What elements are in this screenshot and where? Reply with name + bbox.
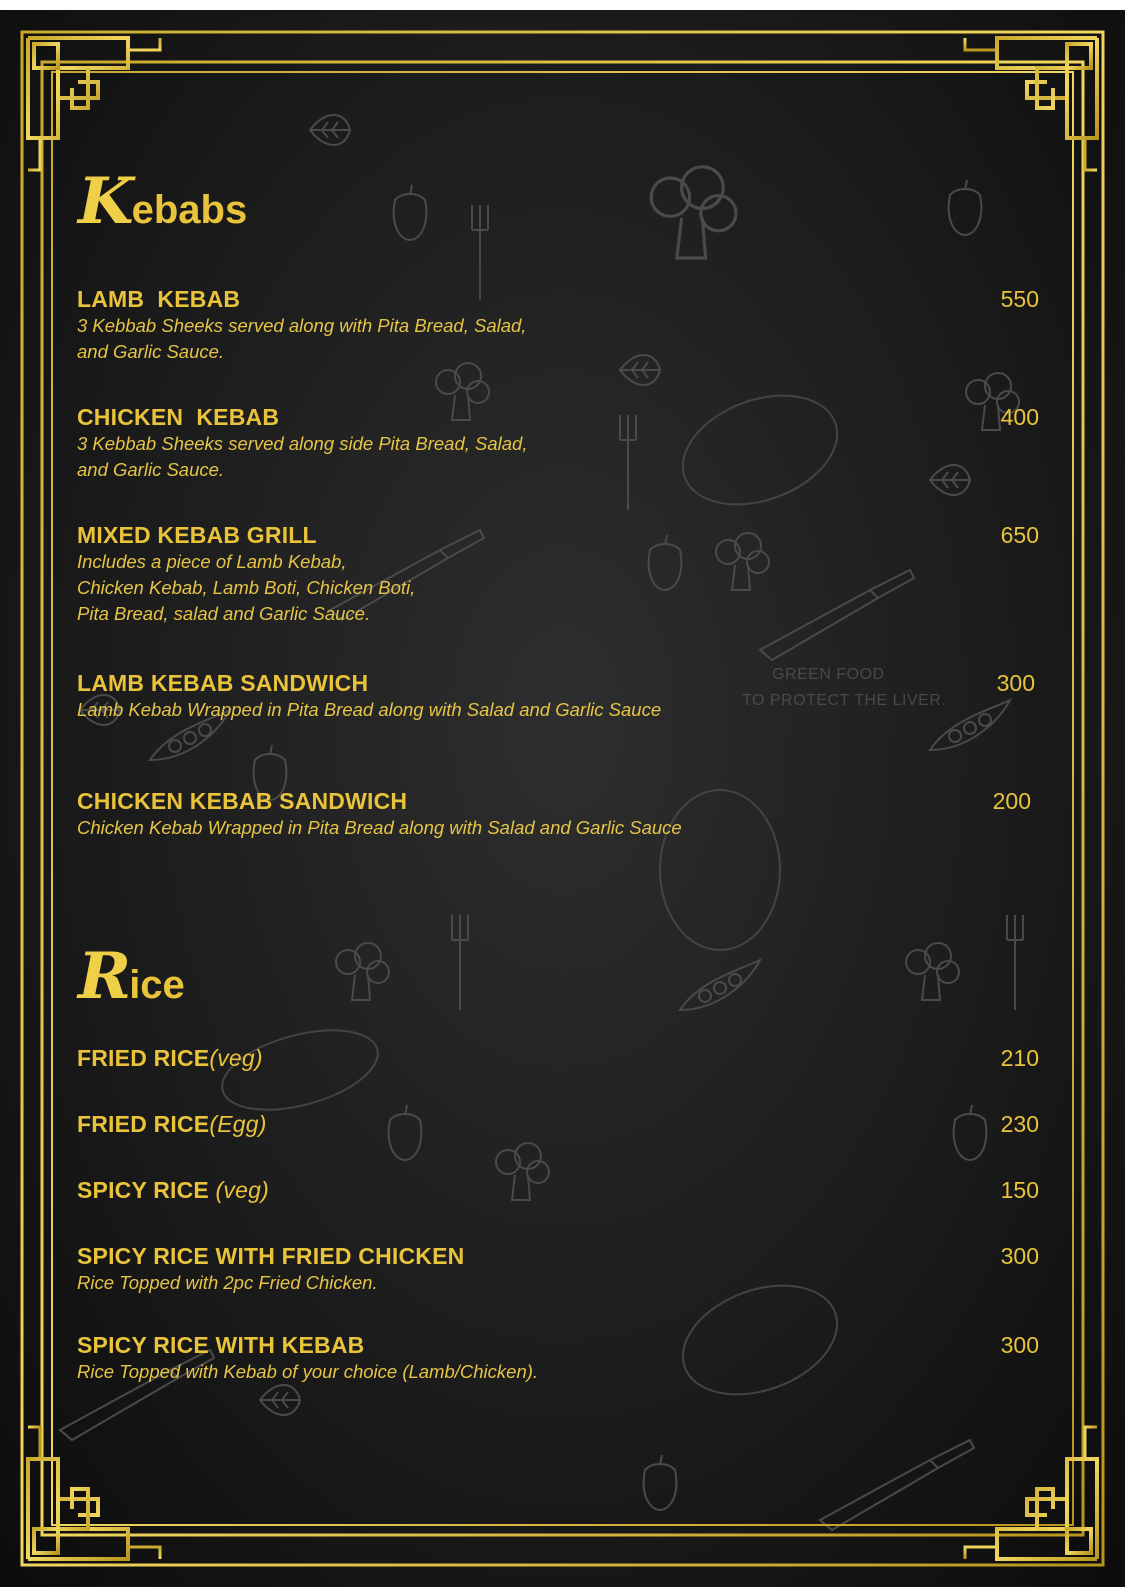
item-description-line: Rice Topped with Kebab of your choice (Lamb/Chicken). [77,1361,539,1382]
item-name: LAMB KEBAB [77,286,241,312]
item-price: 150 [1000,1177,1039,1203]
item-name-main: FRIED RICE [77,1111,210,1137]
section-title-rest: ebabs [131,188,248,232]
item-name [77,1176,1039,1204]
item-name [77,1044,1039,1072]
item-description-line: Pita Bread, salad and Garlic Sauce. [77,603,371,624]
item-price: 400 [1000,404,1039,430]
section-title-rice [78,939,185,1014]
item-variant: (veg) [209,1045,263,1071]
section-title-kebabs [78,164,248,239]
menu-item-spicy-rice-fried-chicken [77,1242,1039,1296]
item-price: 550 [1000,286,1039,312]
item-price: 200 [992,788,1031,814]
item-description-line: Includes a piece of Lamb Kebab, [77,551,347,572]
item-price: 210 [1000,1045,1039,1071]
menu-item-fried-rice-egg [77,1110,1039,1138]
item-price: 650 [1000,522,1039,548]
menu-item-fried-rice-veg [77,1044,1039,1072]
item-description-line: Lamb Kebab Wrapped in Pita Bread along with Salad and Garlic Sauce [77,699,662,720]
item-price: 300 [1000,1332,1039,1358]
item-description-line: and Garlic Sauce. [77,341,225,362]
item-price: 300 [996,670,1035,696]
item-description-line: 3 Kebbab Sheeks served along side Pita Bread, Salad, [77,433,528,454]
menu-item-lamb-kebab-sandwich [77,669,1039,723]
menu-page [0,10,1125,1587]
section-title-initial: R [78,939,130,1014]
item-name-main: FRIED RICE [77,1045,210,1071]
menu-item-lamb-kebab [77,285,1039,365]
item-description-line: Chicken Kebab, Lamb Boti, Chicken Boti, [77,577,416,598]
item-name: SPICY RICE WITH FRIED CHICKEN [77,1243,465,1269]
item-name: CHICKEN KEBAB [77,404,280,430]
menu-item-mixed-kebab-grill [77,521,1039,627]
item-name [77,1110,1039,1138]
item-name: MIXED KEBAB GRILL [77,522,317,548]
item-name: SPICY RICE WITH KEBAB [77,1332,365,1358]
section-title-rest: ice [129,963,185,1007]
item-price: 300 [1000,1243,1039,1269]
menu-item-spicy-rice-kebab [77,1331,1039,1385]
item-variant: (Egg) [209,1111,267,1137]
item-name: CHICKEN KEBAB SANDWICH [77,788,408,814]
item-variant: (veg) [215,1177,269,1203]
menu-item-spicy-rice-veg [77,1176,1039,1204]
menu-item-chicken-kebab-sandwich [77,787,1039,841]
item-price: 230 [1000,1111,1039,1137]
menu-item-chicken-kebab [77,403,1039,483]
item-description-line: 3 Kebbab Sheeks served along with Pita Bread, Salad, [77,315,527,336]
item-description-line: and Garlic Sauce. [77,459,225,480]
watermark-line-2: TO PROTECT THE LIVER. [742,692,947,709]
item-description-line: Rice Topped with 2pc Fried Chicken. [77,1272,378,1293]
section-title-initial: K [78,164,132,239]
item-name: LAMB KEBAB SANDWICH [77,670,369,696]
item-description-line: Chicken Kebab Wrapped in Pita Bread along with Salad and Garlic Sauce [77,817,682,838]
item-name-main: SPICY RICE [77,1177,216,1203]
watermark-line-1: GREEN FOOD [772,666,885,683]
